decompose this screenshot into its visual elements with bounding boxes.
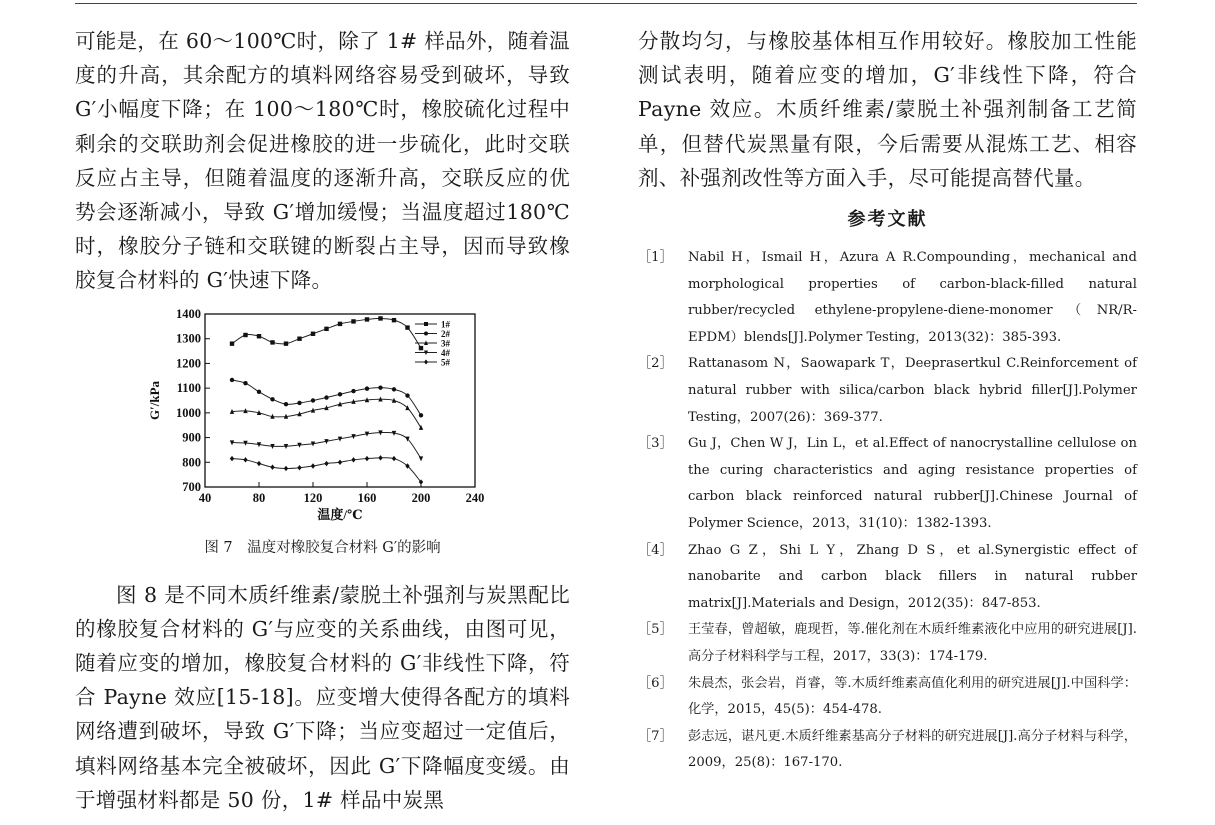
reference-number: ［4］ [638,542,673,558]
data-point [230,377,234,381]
series-line-4 [232,432,421,458]
reference-text: 朱晨杰，张会岩，肖睿，等.木质纤维素高值化利用的研究进展[J].中国科学：化学，2015，45(5)：454-478. [688,675,1137,718]
x-tick-label: 40 [198,490,212,505]
temperature-gprime-chart [145,302,505,522]
data-point [392,387,396,391]
reference-number: ［7］ [638,728,673,744]
x-tick-label: 240 [465,490,485,505]
legend-label: 3# [441,338,450,349]
data-point [419,456,423,461]
data-point [419,413,423,417]
reference-text: Gu J，Chen W J，Lin L，et al.Effect of nanocrystalline cellulose on the curing characteristics and aging resistance properties of carbon black reinforced natural rubber[J].Chinese Journal of Polymer Science，2013，31(10)：1382-1393. [688,436,1137,531]
data-point [405,325,409,329]
reference-item [638,617,1137,670]
data-point [392,456,396,461]
legend-label: 5# [441,357,450,368]
data-point [257,389,261,393]
data-point [243,457,247,462]
data-point [351,389,355,393]
reference-text: Nabil H，Ismail H，Azura A R.Compounding，mechanical and morphological properties of carbon-black-filled natural rubber/recycled ethylene-propylene-diene-monomer（NR/R-EPDM）blends[J].Polymer Testing，2013(32)：385-393. [688,250,1137,345]
y-axis-label: G′/kPa [147,380,162,420]
reference-number: ［2］ [638,356,673,372]
references-title: 参考文献 [847,209,928,231]
data-point [270,397,274,401]
legend-marker [424,359,428,364]
paragraph-temperature-effect: 可能是，在 60～100℃时，除了 1# 样品外，随着温度的升高，其余配方的填料网络容易受到破坏，导致 G′小幅度下降；在 100～180℃时，橡胶硫化过程中剩余的交联助剂会促进橡胶的进一步硫化，此时交联反应占主导，但随着温度的逐渐升高，交联反应的优势会逐渐减小，导致 G′增加缓慢；当温度超过180℃时，橡胶分子链和交联键的断裂占主导，因而导致橡胶复合材料的 G′快速下降。 [75,29,570,293]
data-point [392,318,396,322]
figure-caption: 图 7 温度对橡胶复合材料 G′的影响 [204,539,441,556]
reference-item [638,671,1137,724]
data-point [284,341,288,345]
x-tick-label: 160 [357,490,377,505]
data-point [243,381,247,385]
header-rule [75,3,1137,4]
data-point [338,392,342,396]
data-point [405,405,409,410]
data-point [311,331,315,335]
data-point [365,386,369,390]
data-point [297,465,301,470]
reference-item [638,538,1137,618]
reference-number: ［6］ [638,675,673,691]
reference-item [638,724,1137,777]
data-point [257,460,261,465]
data-point [243,332,247,336]
data-point [324,460,328,465]
x-tick-label: 120 [303,490,323,505]
right-column [638,24,1137,777]
figure-7 [75,302,570,602]
reference-text: 王莹春，曾超敏，鹿现哲，等.催化剂在木质纤维素液化中应用的研究进展[J].高分子材料科学与工程，2017，33(3)：174-179. [688,622,1137,664]
references-list [638,245,1137,777]
y-tick-label: 1000 [176,405,201,420]
y-tick-label: 1200 [176,356,201,371]
left-column [75,24,570,817]
data-point [338,459,342,464]
series-line-1 [232,318,421,348]
data-point [230,456,234,461]
reference-item [638,245,1137,351]
data-point [284,465,288,470]
data-point [297,336,301,340]
reference-number: ［5］ [638,622,673,638]
data-point [257,334,261,338]
data-point [351,319,355,323]
data-point [378,455,382,460]
data-point [284,402,288,406]
legend-label: 2# [441,328,450,339]
data-point [405,393,409,397]
data-point [338,321,342,325]
y-tick-label: 1100 [176,380,201,395]
reference-text: Rattanasom N，Saowapark T，Deeprasertkul C.Reinforcement of natural rubber with silica/carbon black hybrid filler[J].Polymer Testing，2007(26)：369-377. [688,356,1137,425]
x-tick-label: 80 [252,490,266,505]
data-point [270,340,274,344]
data-point [419,346,423,350]
data-point [365,317,369,321]
legend-marker [424,322,428,326]
data-point [378,385,382,389]
data-point [378,316,382,320]
data-point [270,464,274,469]
data-point [230,341,234,345]
y-tick-label: 1300 [176,331,201,346]
reference-item [638,351,1137,431]
y-tick-label: 800 [182,454,201,469]
data-point [297,400,301,404]
x-axis-label: 温度/℃ [317,506,363,522]
data-point [324,395,328,399]
data-point [365,456,369,461]
paragraph-strain-effect: 图 8 是不同木质纤维素/蒙脱土补强剂与炭黑配比的橡胶复合材料的 G′与应变的关系曲线，由图可见，随着应变的增加，橡胶复合材料的 G′非线性下降，符合 Payne 效应[15-18]。应变增大使得各配方的填料网络遭到破坏，导致 G′下降；当应变超过一定值后，填料网络基本完全被破坏，因此 G′下降幅度变缓。由于增强材料都是 50 份，1# 样品中炭黑 [75,582,570,812]
legend-label: 1# [441,319,450,330]
data-point [311,463,315,468]
reference-item [638,431,1137,537]
reference-number: ［3］ [638,436,673,452]
legend-label: 4# [441,347,450,358]
data-point [311,398,315,402]
x-tick-label: 200 [411,490,431,505]
y-tick-label: 1400 [176,306,201,321]
reference-text: 彭志远，谌凡更.木质纤维素基高分子材料的研究进展[J].高分子材料与科学，2009，25(8)：167-170. [688,728,1137,771]
y-tick-label: 700 [182,479,201,494]
paragraph-conclusion: 分散均匀，与橡胶基体相互作用较好。橡胶加工性能测试表明，随着应变的增加，G′非线性下降，符合 Payne 效应。木质纤维素/蒙脱土补强剂制备工艺简单，但替代炭黑量有限，今后需要从混炼工艺、相容剂、补强剂改性等方面入手，尽可能提高替代量。 [638,29,1137,190]
data-point [324,326,328,330]
legend-marker [424,331,428,335]
reference-text: Zhao G Z，Shi L Y，Zhang D S，et al.Synergistic effect of nanobarite and carbon black fillers in natural rubber matrix[J].Materials and Design，2012(35)：847-853. [688,542,1137,611]
reference-number: ［1］ [638,250,673,266]
data-point [351,457,355,462]
y-tick-label: 900 [182,430,201,445]
